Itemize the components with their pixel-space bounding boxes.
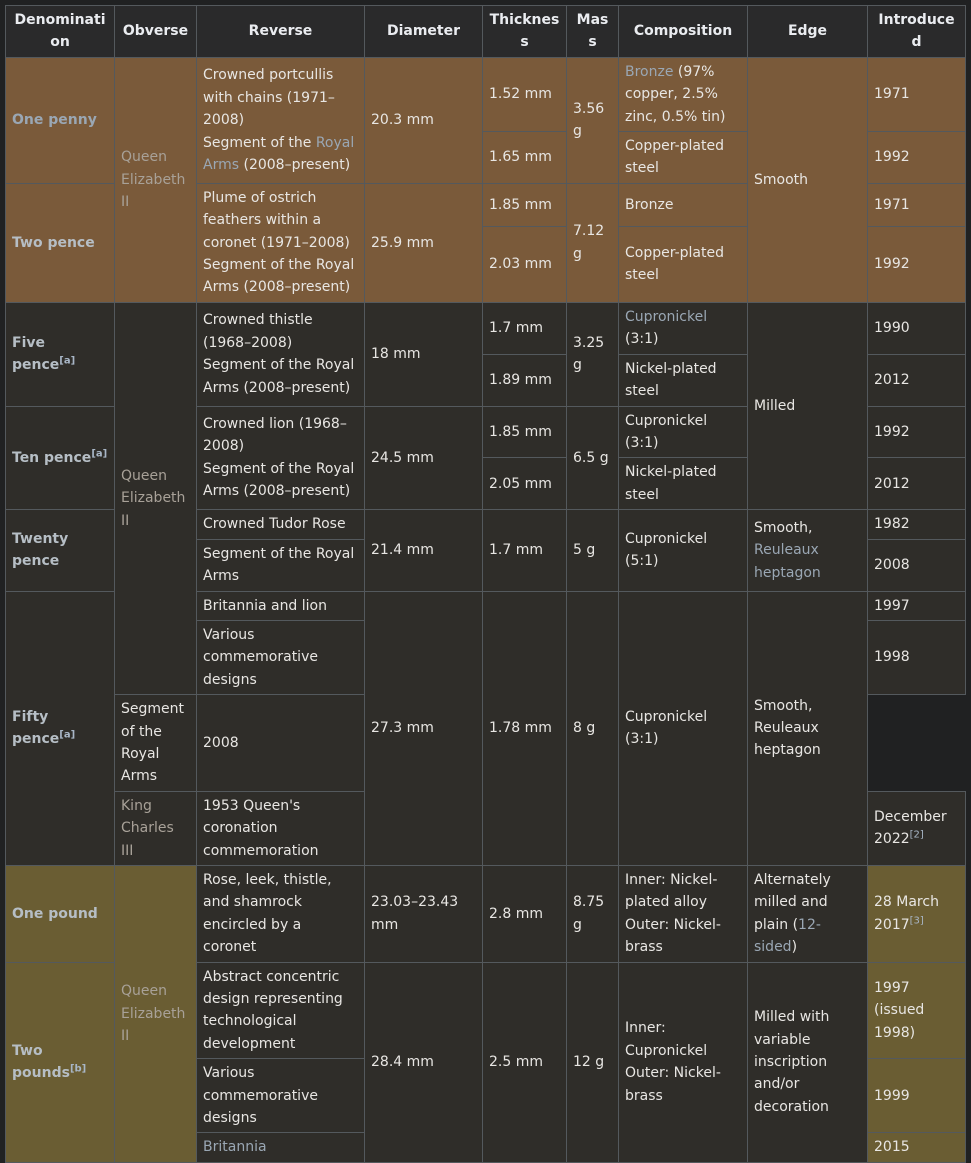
diameter-cell: 27.3 mm bbox=[365, 591, 483, 865]
mass-cell: 5 g bbox=[567, 510, 619, 591]
thickness-cell: 1.89 mm bbox=[483, 354, 567, 406]
col-header-introduced[interactable]: Introduced bbox=[868, 6, 966, 58]
introduced-cell: 1999 bbox=[868, 1059, 966, 1133]
obverse-cell[interactable]: Queen Elizabeth II bbox=[115, 302, 197, 694]
mass-cell: 12 g bbox=[567, 962, 619, 1162]
introduced-cell: 1992 bbox=[868, 226, 966, 302]
introduced-cell: 1982 bbox=[868, 510, 966, 539]
reverse-cell: 1953 Queen's coronation commemoration bbox=[197, 791, 365, 865]
diameter-cell: 18 mm bbox=[365, 302, 483, 406]
mass-cell: 7.12 g bbox=[567, 183, 619, 302]
edge-text: ) bbox=[791, 939, 798, 956]
composition-cell: Copper-plated steel bbox=[619, 226, 748, 302]
reverse-cell bbox=[197, 57, 365, 183]
reverse-cell: Abstract concentric design representing technological development bbox=[197, 962, 365, 1059]
edge-cell: Smooth, Reuleaux heptagon bbox=[748, 591, 868, 865]
denomination-cell[interactable]: Twenty pence bbox=[6, 510, 115, 591]
introduced-cell bbox=[868, 866, 966, 963]
thickness-cell: 2.05 mm bbox=[483, 458, 567, 510]
bronze-link[interactable]: Bronze bbox=[625, 63, 674, 80]
reverse-text: Crowned lion (1968–2008) bbox=[203, 416, 347, 455]
reverse-text: (2008–present) bbox=[239, 156, 351, 173]
denomination-label[interactable]: Fifty pence bbox=[12, 708, 60, 748]
reverse-cell: Various commemorative designs bbox=[197, 1059, 365, 1133]
composition-cell bbox=[619, 866, 748, 963]
composition-text: Outer: Nickel-brass bbox=[625, 916, 721, 956]
reverse-cell: Segment of the Royal Arms bbox=[115, 695, 197, 792]
edge-text: Alternately milled and plain ( bbox=[754, 872, 831, 933]
thickness-cell: 1.85 mm bbox=[483, 183, 567, 226]
edge-cell bbox=[748, 510, 868, 591]
thickness-cell: 1.7 mm bbox=[483, 302, 567, 354]
introduced-cell: 1992 bbox=[868, 406, 966, 458]
introduced-cell: 2012 bbox=[868, 458, 966, 510]
col-header-diameter[interactable]: Diameter bbox=[365, 6, 483, 58]
twelve-sided-link[interactable]: 12-sided bbox=[754, 916, 821, 956]
col-header-composition[interactable]: Composition bbox=[619, 6, 748, 58]
composition-cell: Copper-plated steel bbox=[619, 132, 748, 184]
composition-cell: Cupronickel (3:1) bbox=[619, 406, 748, 458]
footnote-ref[interactable]: [a] bbox=[59, 729, 76, 741]
footnote-ref[interactable]: [a] bbox=[59, 355, 76, 367]
introduced-cell: 2015 bbox=[868, 1133, 966, 1162]
denomination-label[interactable]: Ten pence bbox=[12, 449, 92, 466]
composition-cell: Cupronickel (3:1) bbox=[619, 591, 748, 865]
introduced-cell: 2012 bbox=[868, 354, 966, 406]
reverse-cell bbox=[197, 302, 365, 406]
denomination-cell[interactable]: Two pence bbox=[6, 183, 115, 302]
diameter-cell: 25.9 mm bbox=[365, 183, 483, 302]
reverse-cell: Segment of the Royal Arms bbox=[197, 539, 365, 591]
edge-text: Smooth, bbox=[754, 519, 813, 536]
introduced-cell: 2008 bbox=[197, 695, 365, 792]
col-header-mass[interactable]: Mass bbox=[567, 6, 619, 58]
composition-cell: Nickel-plated steel bbox=[619, 354, 748, 406]
reverse-text: Plume of ostrich feathers within a coronet (1971–2008) bbox=[203, 189, 350, 251]
thickness-cell: 1.7 mm bbox=[483, 510, 567, 591]
reverse-cell bbox=[197, 406, 365, 510]
reverse-cell: Rose, leek, thistle, and shamrock encircled by a coronet bbox=[197, 866, 365, 963]
table-row bbox=[6, 866, 966, 963]
composition-cell: Bronze bbox=[619, 183, 748, 226]
footnote-ref[interactable]: [b] bbox=[69, 1063, 87, 1075]
edge-cell: Milled with variable inscription and/or decoration bbox=[748, 962, 868, 1162]
mass-cell: 8 g bbox=[567, 591, 619, 865]
introduced-cell bbox=[868, 791, 966, 865]
thickness-cell: 1.52 mm bbox=[483, 57, 567, 131]
denomination-label[interactable]: Five pence bbox=[12, 334, 60, 374]
reverse-text: Crowned thistle (1968–2008) bbox=[203, 312, 313, 351]
introduced-cell: 1997 (issued 1998) bbox=[868, 962, 966, 1059]
introduced-cell: 1998 bbox=[868, 620, 966, 694]
diameter-cell: 23.03–23.43 mm bbox=[365, 866, 483, 963]
denomination-cell[interactable]: One pound bbox=[6, 866, 115, 963]
thickness-cell: 2.03 mm bbox=[483, 226, 567, 302]
composition-text: Inner: Cupronickel bbox=[625, 1020, 708, 1059]
footnote-ref[interactable]: [2] bbox=[909, 829, 924, 841]
introduced-text: 28 March 2017 bbox=[874, 894, 939, 933]
col-header-denomination[interactable]: Denomination bbox=[6, 6, 115, 58]
reverse-cell bbox=[197, 1133, 365, 1162]
introduced-cell: 1990 bbox=[868, 302, 966, 354]
denomination-cell[interactable] bbox=[6, 57, 115, 183]
reverse-cell: Britannia and lion bbox=[197, 591, 365, 620]
reverse-text: Crowned portcullis with chains (1971–2008) bbox=[203, 67, 335, 129]
introduced-cell: 1992 bbox=[868, 132, 966, 184]
mass-cell: 8.75 g bbox=[567, 866, 619, 963]
thickness-cell: 1.65 mm bbox=[483, 132, 567, 184]
obverse-cell[interactable]: Queen Elizabeth II bbox=[115, 57, 197, 302]
edge-cell bbox=[748, 866, 868, 963]
reverse-cell bbox=[197, 183, 365, 302]
composition-cell bbox=[619, 57, 748, 131]
mass-cell: 3.25 g bbox=[567, 302, 619, 406]
thickness-cell: 1.78 mm bbox=[483, 591, 567, 865]
composition-cell: Cupronickel (5:1) bbox=[619, 510, 748, 591]
diameter-cell: 20.3 mm bbox=[365, 57, 483, 183]
thickness-cell: 2.8 mm bbox=[483, 866, 567, 963]
diameter-cell: 28.4 mm bbox=[365, 962, 483, 1162]
introduced-cell: 1971 bbox=[868, 183, 966, 226]
composition-text: Inner: Nickel-plated alloy bbox=[625, 872, 718, 911]
col-header-thickness[interactable]: Thickness bbox=[483, 6, 567, 58]
col-header-obverse[interactable]: Obverse bbox=[115, 6, 197, 58]
reuleaux-heptagon-link[interactable]: Reuleaux heptagon bbox=[754, 542, 821, 581]
denomination-cell bbox=[6, 591, 115, 865]
edge-cell: Milled bbox=[748, 302, 868, 509]
composition-text: Outer: Nickel-brass bbox=[625, 1065, 721, 1104]
reverse-text: Segment of the Royal Arms (2008–present) bbox=[203, 460, 355, 500]
cupronickel-link[interactable]: Cupronickel bbox=[625, 308, 708, 325]
diameter-cell: 21.4 mm bbox=[365, 510, 483, 591]
reverse-text: Segment of the Royal Arms (2008–present) bbox=[203, 357, 355, 396]
mass-cell: 6.5 g bbox=[567, 406, 619, 510]
coin-specifications-table bbox=[5, 5, 966, 1163]
reverse-cell: Crowned Tudor Rose bbox=[197, 510, 365, 539]
composition-cell bbox=[619, 302, 748, 354]
composition-cell: Nickel-plated steel bbox=[619, 458, 748, 510]
reverse-text: Segment of the Royal Arms (2008–present) bbox=[203, 257, 355, 296]
introduced-cell: 1997 bbox=[868, 591, 966, 620]
composition-text: (3:1) bbox=[625, 331, 659, 348]
edge-cell: Smooth bbox=[748, 57, 868, 302]
introduced-text: December 2022 bbox=[874, 808, 947, 848]
britannia-link[interactable]: Britannia bbox=[203, 1139, 267, 1156]
reverse-text: Segment of the bbox=[203, 134, 316, 151]
table-row bbox=[6, 57, 966, 131]
footnote-ref[interactable]: [a] bbox=[91, 447, 108, 459]
header-row bbox=[6, 6, 966, 58]
denomination-label[interactable]: Two pounds bbox=[12, 1042, 70, 1082]
reverse-cell: Various commemorative designs bbox=[197, 620, 365, 694]
denomination-link[interactable]: One penny bbox=[12, 112, 97, 129]
introduced-cell: 1971 bbox=[868, 57, 966, 131]
thickness-cell: 1.85 mm bbox=[483, 406, 567, 458]
mass-cell: 3.56 g bbox=[567, 57, 619, 183]
obverse-cell[interactable]: King Charles III bbox=[115, 791, 197, 865]
obverse-cell[interactable]: Queen Elizabeth II bbox=[115, 866, 197, 1163]
thickness-cell: 2.5 mm bbox=[483, 962, 567, 1162]
composition-cell bbox=[619, 962, 748, 1162]
royal-arms-link[interactable]: Royal Arms bbox=[203, 134, 355, 173]
introduced-cell: 2008 bbox=[868, 539, 966, 591]
table-row bbox=[6, 302, 966, 354]
col-header-edge[interactable]: Edge bbox=[748, 6, 868, 58]
denomination-cell bbox=[6, 302, 115, 406]
denomination-cell bbox=[6, 406, 115, 510]
composition-text: (97% copper, 2.5% zinc, 0.5% tin) bbox=[625, 63, 726, 125]
footnote-ref[interactable]: [3] bbox=[909, 915, 924, 927]
col-header-reverse[interactable]: Reverse bbox=[197, 6, 365, 58]
denomination-cell bbox=[6, 962, 115, 1162]
diameter-cell: 24.5 mm bbox=[365, 406, 483, 510]
